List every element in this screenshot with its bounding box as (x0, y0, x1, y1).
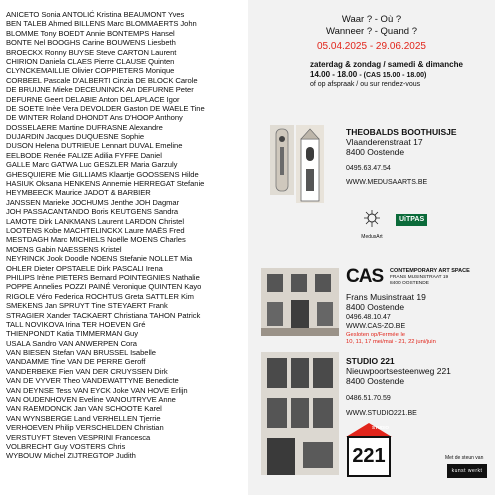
venue1-phone: 0495.63.47.54 (346, 165, 391, 172)
venue3-street: Nieuwpoortsesteenweg 221 (346, 366, 451, 376)
artist-list-panel (0, 0, 247, 495)
venue2-photo (261, 268, 339, 336)
artist-line: ANICETO Sonia ANTOLIĆ Kristina BEAUMONT Yves (6, 10, 185, 19)
artist-line: VAN RAEMDONCK Jan VAN SCHOOTE Karel (6, 404, 162, 414)
venue3-city: 8400 Oostende (346, 376, 405, 386)
venue2-street: Frans Musinstraat 19 (346, 292, 426, 302)
artist-line: GALLE Marc GATWA Luc GESZLER Maria Garzuly (6, 160, 178, 170)
venue1-city: 8400 Oostende (346, 147, 405, 157)
artist-line: THIENPONDT Katia TIMMERMAN Guy (6, 329, 138, 339)
artist-line: OHLER Dieter OPSTAELE Dirk PASCALI Irena (6, 263, 163, 273)
days-text: zaterdag & zondag / samedi & dimanche (310, 60, 463, 69)
medusa-icon (360, 209, 384, 229)
artist-line: GHESQUIERE Mie GILLIAMS Klaartje GOOSSENS Hilde (6, 169, 199, 179)
artist-line: VAN DEYNSE Tess VAN EYCK Joke VAN HOVE Erlijn (6, 385, 188, 395)
artist-line: VAN BIESEN Stefan VAN BRUSSEL Isabelle (6, 348, 156, 358)
cas-logo-line3: 8400 OOSTENDE (390, 281, 429, 286)
venue1-web[interactable]: WWW.MEDUSAARTS.BE (346, 179, 428, 186)
artist-line: JOH PASSACANTANDO Boris KEUTGENS Sandra (6, 207, 179, 217)
artist-line: POPPE Annelies POZZI PAINÉ Veronique QUINTEN Kayo (6, 282, 202, 292)
artist-line: HEYMBEECK Maurice JADOT & BARBIER (6, 188, 151, 198)
artist-line: VOLBRECHT Guy VOSTERS Chris (6, 441, 126, 451)
artist-line: WYBOUW Michel ZIJTREGTOP Judith (6, 451, 136, 461)
hours-note: - (CAS 15.00 - 18.00) (359, 72, 427, 79)
artist-line: MESTDAGH Marc MICHIELS Noëlle MOENS Charles (6, 235, 186, 245)
artist-line: VANDERBEKE Fien VAN DER CRUYSSEN Dirk (6, 366, 168, 376)
venue1-name: THEOBALDS BOOTHUISJE (346, 127, 457, 137)
appointment-text: of op afspraak / ou sur rendez-vous (310, 81, 421, 88)
studio221-logo-small: STUDIO (372, 425, 390, 430)
artist-line: NEYRINCK Jook Doodle NOENS Stefanie NOLLET Mia (6, 254, 193, 264)
venue3-phone: 0486.51.70.59 (346, 395, 391, 402)
artist-line: MOENS Gabin NAESSENS Kristel (6, 244, 122, 254)
cas-logo-line2: FRANS MUSINSTRAAT 19 (390, 275, 449, 280)
artist-line: VAN OUDENHOVEN Eveline VANOUTRYVE Anne (6, 395, 176, 405)
venue1-photo-1 (270, 125, 294, 195)
venue3-web[interactable]: WWW.STUDIO221.BE (346, 410, 417, 417)
cas-logo-line1: CONTEMPORARY ART SPACE (390, 268, 470, 274)
artist-line: VAN DE VYVER Theo VANDEWATTYNE Benedicte (6, 376, 179, 386)
artist-line: SMEKENS Jan SPRUYT Tine STEYAERT Frank (6, 301, 168, 311)
artist-line: HASIUK Oksana HENKENS Annemie HERREGAT Stefanie (6, 179, 205, 189)
artist-line: LOOTENS Kobe MACHTELINCKX Laure MAËS Fred (6, 225, 185, 235)
artist-line: DEFURNE Geert DELABIE Anton DELAPLACE Igor (6, 94, 180, 104)
studio-building-image (261, 352, 339, 475)
artist-line: LAMOTE Dirk LANKMANS Laurent LARDON Christel (6, 216, 184, 226)
artist-line: BEN TALEB Ahmed BILLENS Marc BLOMMAERTS John (6, 19, 197, 29)
artist-line: TALL NOVIKOVA Irina TER HOEVEN Gré (6, 319, 146, 329)
where-question: Waar ? - Où ? (341, 14, 402, 25)
artist-line: DE SOETE Inèe Vera DEVOLDER Gaston DE WAELE Tine (6, 103, 205, 113)
artist-line: VANDAMME Tine VAN DE PERRE Geroff (6, 357, 146, 367)
artist-line: STRAGIER Xander TACKAERT Christiana TAHON Patrick (6, 310, 201, 320)
info-panel (248, 0, 495, 495)
artist-line: DOSSELAERE Martine DUFRASNE Alexandre (6, 122, 163, 132)
hours-block (310, 70, 426, 79)
artist-list (6, 10, 244, 461)
venue2-closed-dates: 10, 11, 17 mei/mai - 21, 22 juni/juin (346, 339, 436, 345)
studio221-logo (346, 423, 392, 478)
exhibition-dates: 05.04.2025 - 29.06.2025 (317, 41, 426, 52)
artist-line: CHIRION Daniela CLAES Pierre CLAUSE Quinten (6, 56, 175, 66)
building-image (296, 125, 324, 203)
medusart-label: MedusArt (361, 234, 383, 240)
when-question: Wanneer ? - Quand ? (325, 26, 417, 37)
venue1-street: Vlaanderenstraat 17 (346, 137, 423, 147)
sculpture-image (270, 125, 294, 195)
studio221-logo-number: 221 (352, 445, 386, 467)
artist-line: PHILIPS Irène PIETERS Bernard POINTEGNIES Nathalie (6, 272, 200, 282)
venue2-web[interactable]: WWW.CAS-ZO.BE (346, 323, 406, 330)
artist-line: USALA Sandro VAN ANWERPEN Cora (6, 338, 137, 348)
artist-line: JANSSEN Marieke JOCHUMS Jenthe JOH Dagmar (6, 197, 180, 207)
support-label: Met de steun van (445, 455, 484, 461)
artist-line: CORBEEL Pascale D'ALBERTI Cinzia DE BLOCK Carole (6, 75, 198, 85)
kunst-werkt-logo: kunst werkt (447, 464, 487, 478)
artist-line: CLYNCKEMAILLIE Olivier COPPIETERS Monique (6, 66, 175, 76)
cas-logo: CAS (346, 266, 384, 287)
cas-building-image (261, 268, 339, 336)
venue3-name: STUDIO 221 (346, 356, 395, 366)
venue1-photo-2 (296, 125, 324, 203)
artist-line: BROECKX Ronny BUYSE Steve CARTON Laurent (6, 47, 177, 57)
artist-line: RIGOLE Véro Federica ROCHTUS Greta SATTLER Kim (6, 291, 194, 301)
artist-line: DE BRUIJNE Mieke DECEUNINCK An DEFURNE Peter (6, 85, 194, 95)
venue2-city: 8400 Oostende (346, 302, 405, 312)
artist-line: DUSON Helena DUTRIEUE Lennart DUVAL Emeline (6, 141, 183, 151)
artist-line: DUJARDIN Jacques DUQUESNE Sophie (6, 132, 145, 142)
artist-line: VERHOEVEN Philip VERSCHELDEN Christian (6, 423, 164, 433)
venue2-closed-label: Gesloten op/Fermée le (346, 332, 405, 338)
artist-line: BONTE Nel BOOGHS Carine BOUWENS Liesbeth (6, 38, 176, 48)
artist-line: VERSTUYFT Steven VESPRINI Francesca (6, 432, 151, 442)
uitpas-logo: UiTPAS (396, 214, 427, 226)
artist-line: VAN WYNSBERGE Land VERHELLEN Tjerrie (6, 413, 161, 423)
artist-line: DE WINTER Roland DHONDT Ans D'HOOP Anthony (6, 113, 183, 123)
hours-text: 14.00 - 18.00 (310, 70, 358, 79)
artist-line: BLOMME Tony BOEDT Annie BONTEMPS Hansel (6, 28, 175, 38)
artist-line: EELBODE Renée FALIZE Adilia FYFFE Daniel (6, 150, 162, 160)
venue2-phone: 0496.48.10.47 (346, 314, 391, 321)
venue3-photo (261, 352, 339, 475)
medusart-logo (360, 209, 384, 240)
